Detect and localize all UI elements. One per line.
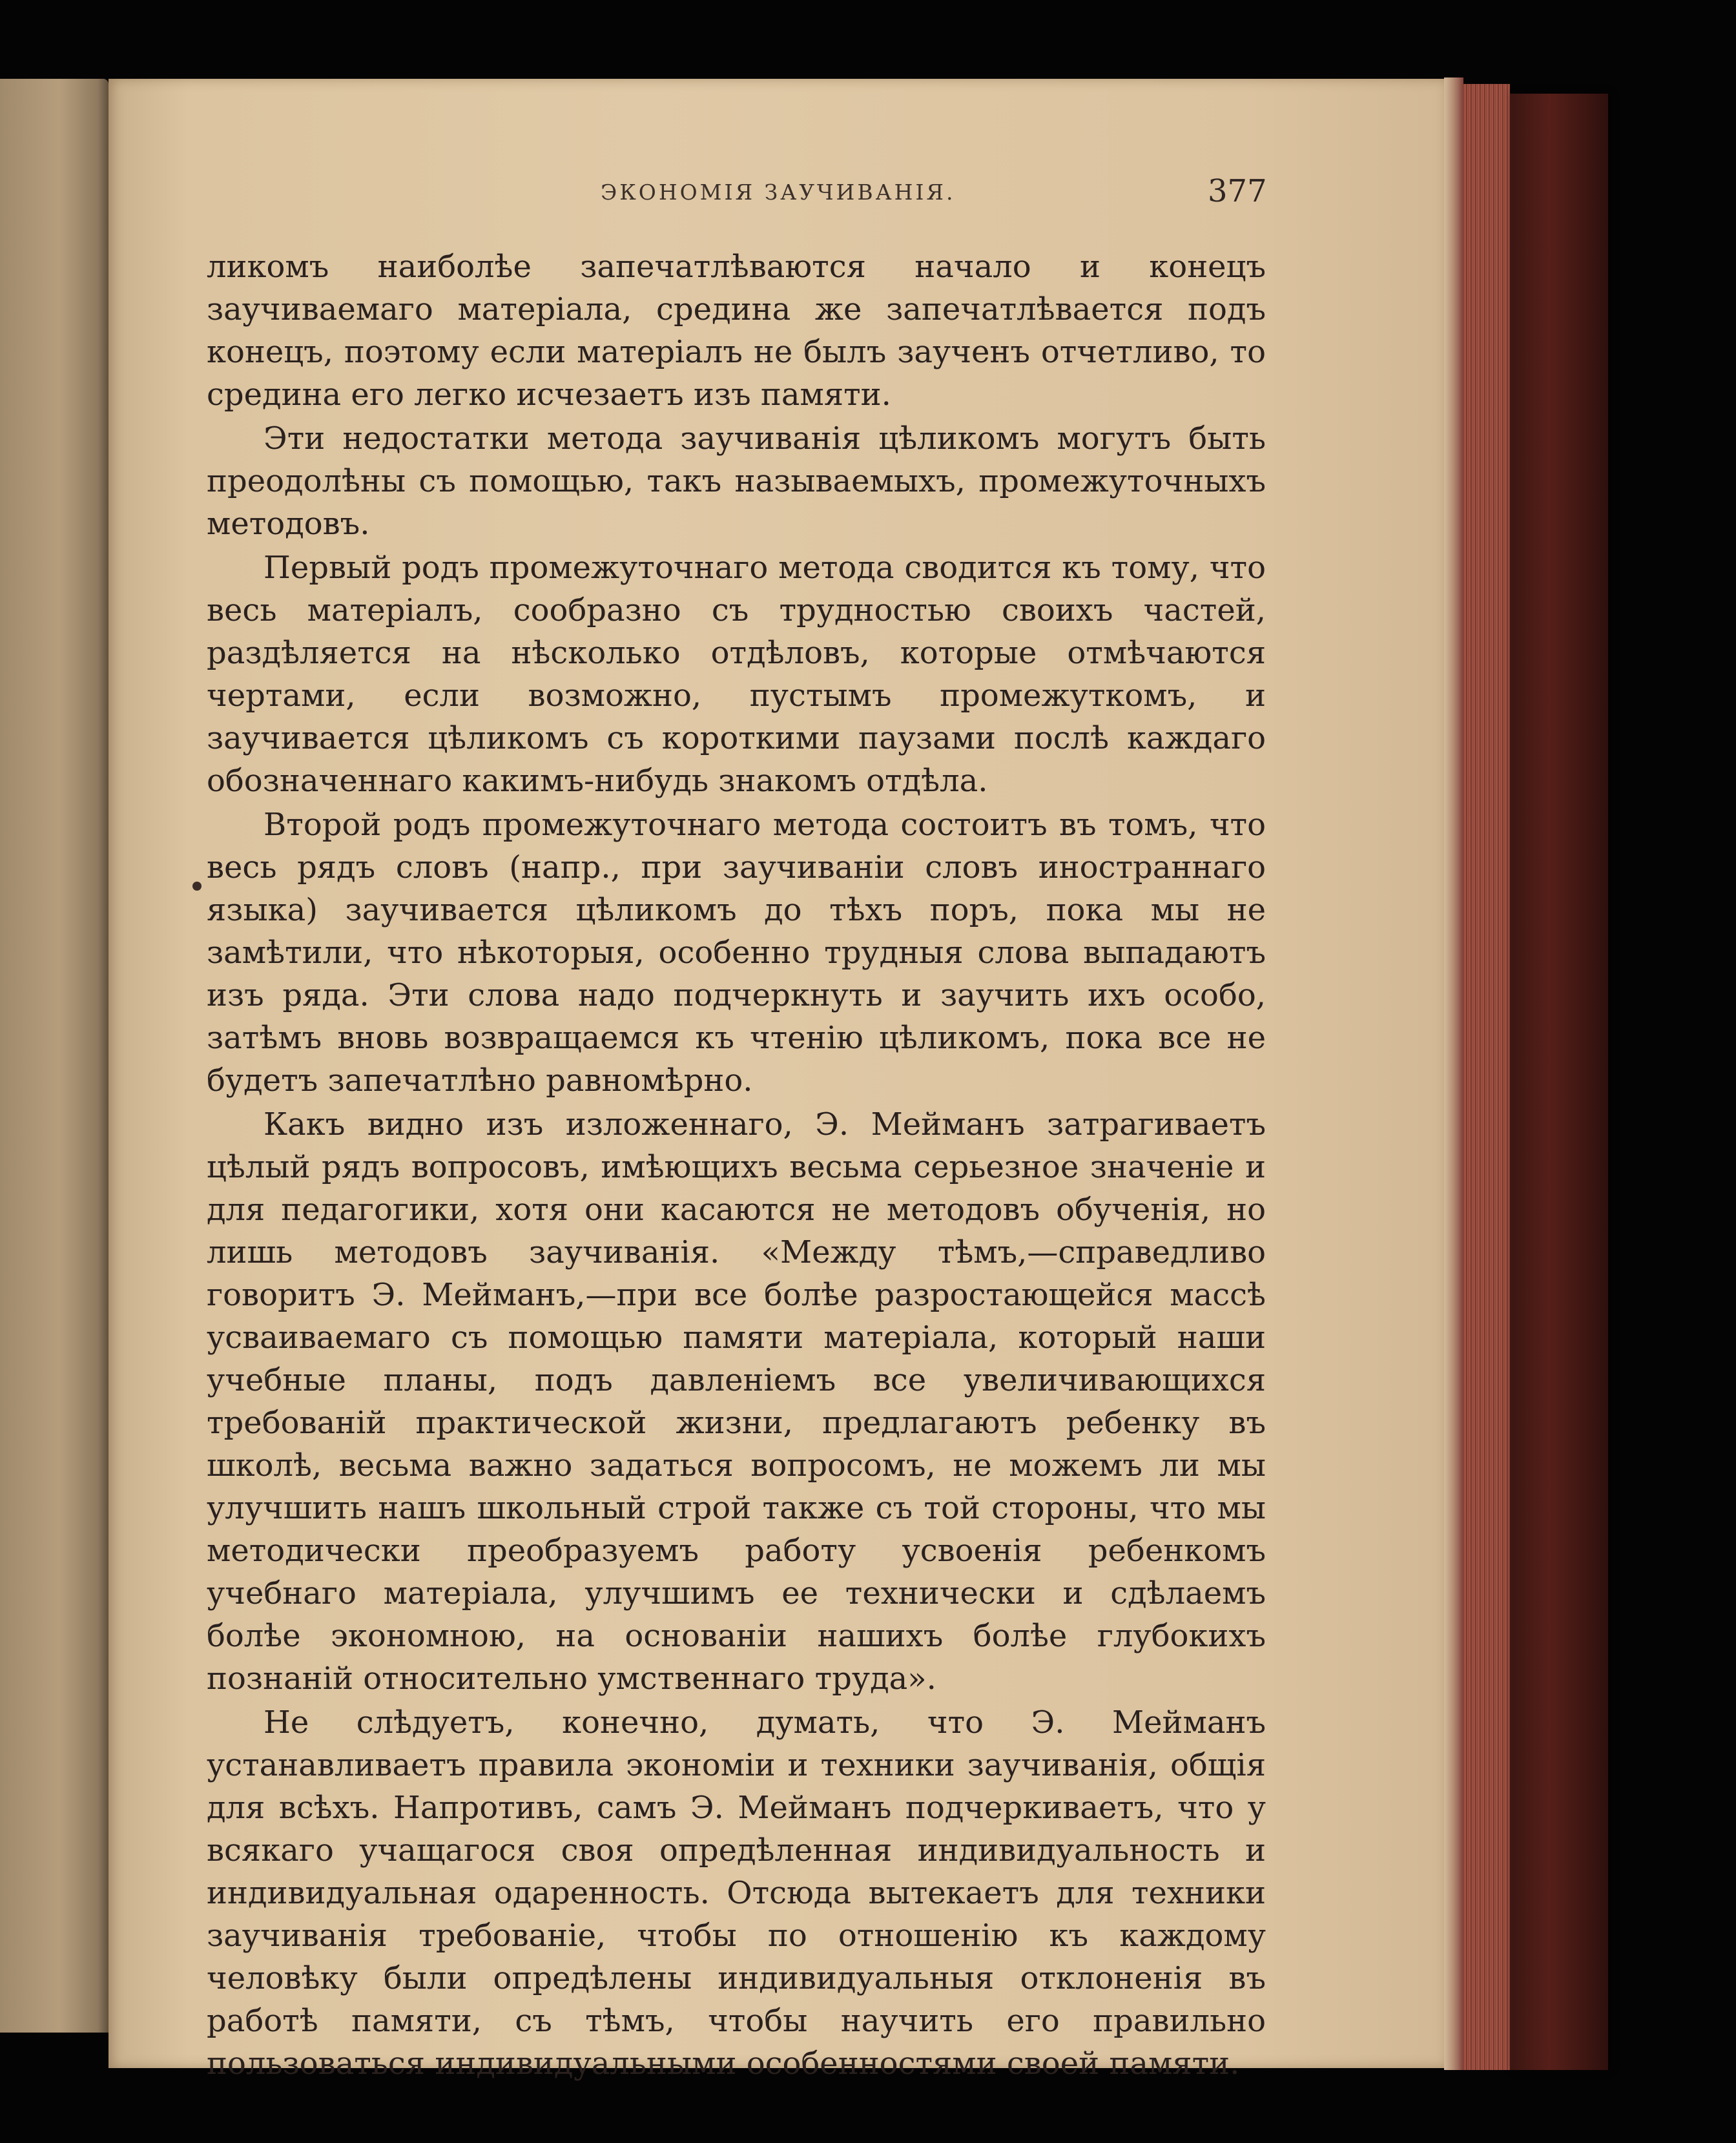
page-gutter-edge (1444, 78, 1463, 2070)
page-number: 377 (1208, 173, 1267, 209)
paragraph-6: Не слѣдуетъ, конечно, думать, что Э. Мейманъ устанавливаетъ правила экономіи и техники заучиванія, общія для всѣхъ. Напротивъ, самъ Э. Мейманъ подчеркиваетъ, что у всякаго учащагося своя опредѣленная индивидуальность и индивидуальная одаренность. Отсюда вытекаетъ для техники заучиванія требованіе, чтобы по отношенію къ каждому человѣку были опредѣлены индивидуальныя отклоненія въ работѣ памяти, съ тѣмъ, чтобы научить его правильно пользоваться индивидуальными особенностями своей памяти. (207, 1704, 1266, 2082)
paragraph-3: Первый родъ промежуточнаго метода сводится къ тому, что весь матеріалъ, сообразно съ трудностью своихъ частей, раздѣляется на нѣсколько отдѣловъ, которые отмѣчаются чертами, если возможно, пустымъ промежуткомъ, и заучивается цѣликомъ съ короткими паузами послѣ каждаго обозначеннаго какимъ-нибудь знакомъ отдѣла. (207, 550, 1266, 799)
book-cover (1510, 94, 1608, 2070)
body-text (207, 245, 1266, 2085)
paragraph-4: Второй родъ промежуточнаго метода состоитъ въ томъ, что весь рядъ словъ (напр., при заучиваніи словъ иностраннаго языка) заучивается цѣликомъ до тѣхъ поръ, пока мы не замѣтили, что нѣкоторыя, особенно трудныя слова выпадаютъ изъ ряда. Эти слова надо подчеркнуть и заучить ихъ особо, затѣмъ вновь возвращаемся къ чтенію цѣликомъ, пока все не будетъ запечатлѣно равномѣрно. (207, 807, 1266, 1099)
ink-spot (192, 882, 202, 891)
left-page-edge (0, 79, 108, 2033)
running-head: ЭКОНОМІЯ ЗАУЧИВАНІЯ. (601, 180, 956, 205)
paragraph-2: Эти недостатки метода заучиванія цѣликомъ могутъ быть преодолѣны съ помощью, такъ называемыхъ, промежуточныхъ методовъ. (207, 420, 1266, 542)
red-page-edges (1463, 84, 1510, 2070)
paragraph-5: Какъ видно изъ изложеннаго, Э. Мейманъ затрагиваетъ цѣлый рядъ вопросовъ, имѣющихъ весьма серьезное значеніе и для педагогики, хотя они касаются не методовъ обученія, но лишь методовъ заучиванія. «Между тѣмъ,—справедливо говоритъ Э. Мейманъ,—при все болѣе разростающейся массѣ усваиваемаго съ помощью памяти матеріала, который наши учебные планы, подъ давленіемъ все увеличивающихся требованій практической жизни, предлагаютъ ребенку въ школѣ, весьма важно задаться вопросомъ, не можемъ ли мы улучшить нашъ школьный строй также съ той стороны, что мы методически преобразуемъ работу усвоенія ребенкомъ учебнаго матеріала, улучшимъ ее технически и сдѣлаемъ болѣе экономною, на основаніи нашихъ болѣе глубокихъ познаній относительно умственнаго труда». (207, 1106, 1266, 1697)
paragraph-1: ликомъ наиболѣе запечатлѣваются начало и конецъ заучиваемаго матеріала, средина же запечатлѣвается подъ конецъ, поэтому если матеріалъ не былъ заученъ отчетливо, то средина его легко исчезаетъ изъ памяти. (207, 249, 1266, 413)
